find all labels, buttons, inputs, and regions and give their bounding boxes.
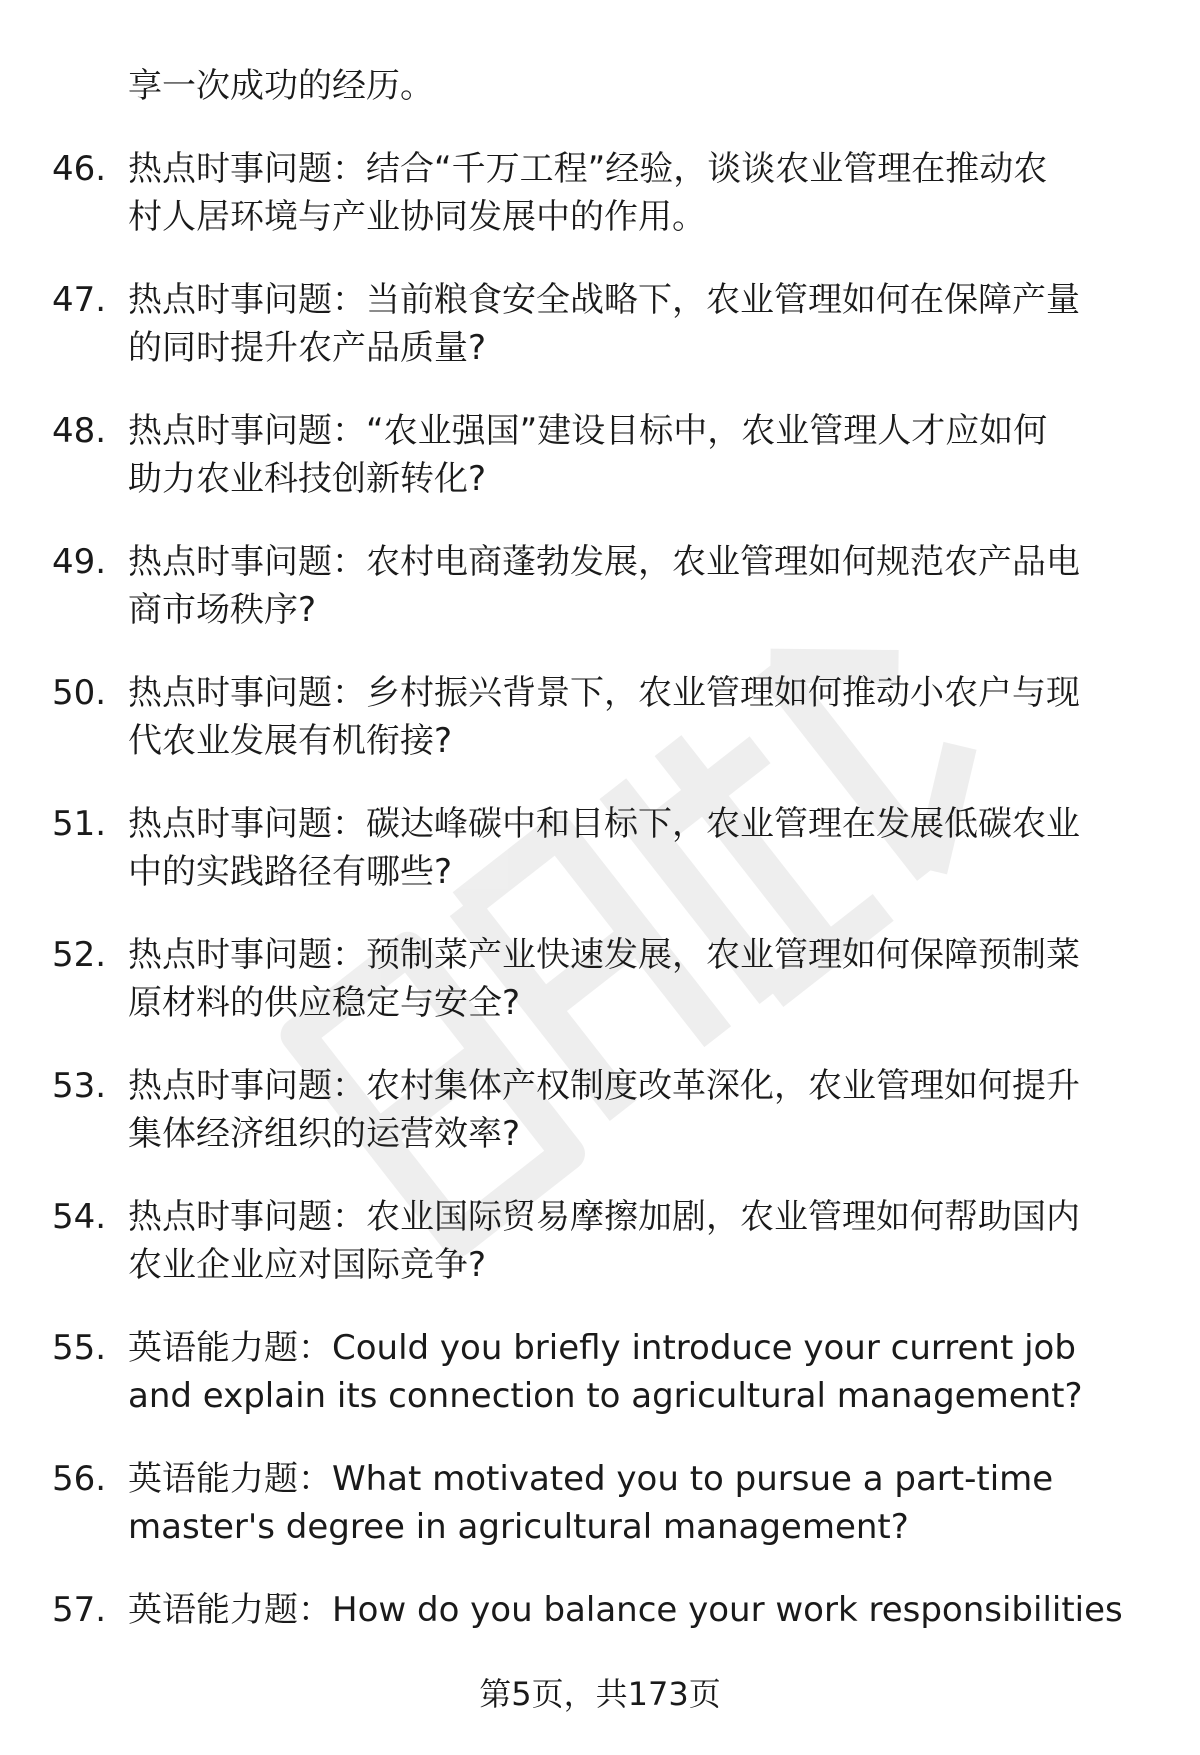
question-line: 的同时提升农产品质量? (128, 328, 487, 368)
list-item-49 (0, 538, 1200, 669)
question-list (0, 145, 1200, 1717)
list-item-48 (0, 407, 1200, 538)
question-number: 53. (52, 1066, 107, 1106)
question-text (128, 1062, 1138, 1158)
question-line: 热点时事问题：“农业强国”建设目标中，农业管理人才应如何 (128, 411, 1048, 451)
list-item-55 (0, 1324, 1200, 1455)
question-line: 英语能力题：Could you briefly introduce your current job (128, 1328, 1076, 1368)
question-text (128, 1586, 1138, 1634)
question-text (128, 1193, 1138, 1289)
question-number: 57. (52, 1590, 107, 1630)
continued-text-line: 享一次成功的经历。 (128, 66, 434, 106)
question-line: 热点时事问题：结合“千万工程”经验，谈谈农业管理在推动农 (128, 149, 1048, 189)
question-line: 热点时事问题：预制菜产业快速发展，农业管理如何保障预制菜 (128, 935, 1080, 975)
question-line: 集体经济组织的运营效率? (128, 1114, 521, 1154)
question-text (128, 538, 1138, 634)
question-text (128, 276, 1138, 372)
question-line: master's degree in agricultural management? (128, 1507, 909, 1547)
question-line: 商市场秩序? (128, 590, 317, 630)
question-line: 热点时事问题：农村集体产权制度改革深化，农业管理如何提升 (128, 1066, 1080, 1106)
question-line: and explain its connection to agricultural management? (128, 1376, 1083, 1416)
question-line: 村人居环境与产业协同发展中的作用。 (128, 197, 706, 237)
list-item-54 (0, 1193, 1200, 1324)
list-item-53 (0, 1062, 1200, 1193)
question-line: 代农业发展有机衔接? (128, 721, 453, 761)
question-line: 热点时事问题：农村电商蓬勃发展，农业管理如何规范农产品电 (128, 542, 1080, 582)
question-number: 56. (52, 1459, 107, 1499)
question-line: 农业企业应对国际竞争? (128, 1245, 487, 1285)
question-number: 55. (52, 1328, 107, 1368)
question-number: 52. (52, 935, 107, 975)
question-text (128, 931, 1138, 1027)
question-line: 中的实践路径有哪些? (128, 852, 453, 892)
question-number: 54. (52, 1197, 107, 1237)
question-text (128, 145, 1138, 241)
question-line: 原材料的供应稳定与安全? (128, 983, 521, 1023)
question-number: 50. (52, 673, 107, 713)
question-text (128, 1455, 1138, 1551)
question-line: 热点时事问题：碳达峰碳中和目标下，农业管理在发展低碳农业 (128, 804, 1080, 844)
question-text (128, 800, 1138, 896)
question-line: 热点时事问题：农业国际贸易摩擦加剧，农业管理如何帮助国内 (128, 1197, 1080, 1237)
question-number: 48. (52, 411, 107, 451)
page-footer: 第5页，共173页 (479, 1675, 721, 1713)
question-line: 助力农业科技创新转化? (128, 459, 487, 499)
list-item-50 (0, 669, 1200, 800)
question-line: 热点时事问题：当前粮食安全战略下，农业管理如何在保障产量 (128, 280, 1080, 320)
question-text (128, 407, 1138, 503)
list-item-52 (0, 931, 1200, 1062)
question-text (128, 1324, 1138, 1420)
list-item-46 (0, 145, 1200, 276)
list-item-47 (0, 276, 1200, 407)
question-number: 49. (52, 542, 107, 582)
list-item-56 (0, 1455, 1200, 1586)
question-text (128, 669, 1138, 765)
list-item-51 (0, 800, 1200, 931)
question-number: 46. (52, 149, 107, 189)
question-line: 英语能力题：How do you balance your work responsibilities (128, 1590, 1123, 1630)
question-line: 热点时事问题：乡村振兴背景下，农业管理如何推动小农户与现 (128, 673, 1080, 713)
question-number: 47. (52, 280, 107, 320)
question-number: 51. (52, 804, 107, 844)
question-line: 英语能力题：What motivated you to pursue a part-time (128, 1459, 1054, 1499)
